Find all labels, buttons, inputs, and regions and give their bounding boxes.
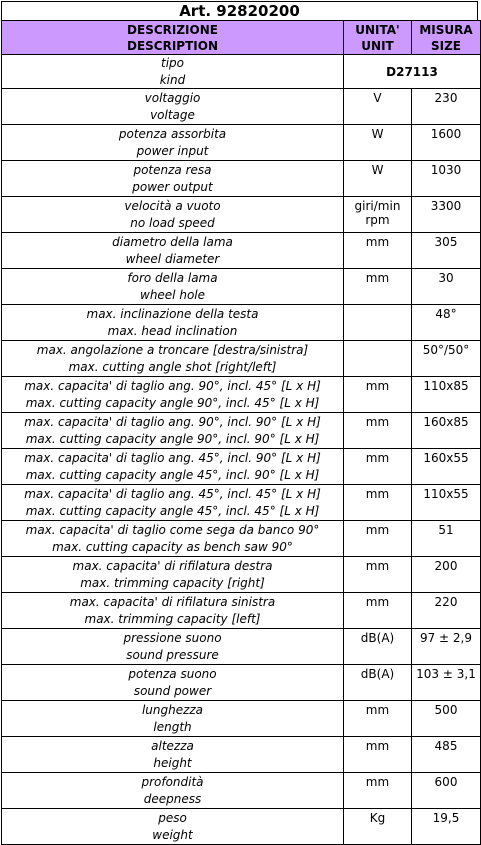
spec-label-it: voltaggio	[144, 91, 201, 105]
spec-label-en: power input	[136, 143, 209, 158]
spec-description	[2, 701, 344, 737]
spec-unit: W	[371, 163, 384, 177]
spec-unit: mm	[365, 523, 390, 537]
spec-label-it: pressione suono	[123, 631, 222, 645]
spec-value: 110x85	[412, 377, 481, 413]
kind-label-it: tipo	[161, 56, 184, 70]
spec-value: 160x55	[412, 449, 481, 485]
spec-label-en: max. trimming capacity [left]	[84, 611, 261, 626]
spec-row	[2, 305, 481, 341]
spec-table	[1, 20, 481, 845]
spec-label-en: length	[153, 719, 192, 734]
kind-description	[2, 55, 344, 89]
spec-row	[2, 125, 481, 161]
kind-row	[2, 55, 481, 89]
spec-unit-secondary: rpm	[365, 213, 390, 227]
spec-value: 160x85	[412, 413, 481, 449]
spec-unit-cell	[344, 773, 412, 809]
spec-description	[2, 737, 344, 773]
spec-unit: mm	[365, 415, 390, 429]
spec-unit: mm	[365, 775, 390, 789]
spec-value: 48°	[412, 305, 481, 341]
spec-label-it: profondità	[141, 775, 204, 789]
spec-label-en: max. cutting capacity angle 90°, incl. 45° [L x H]	[25, 395, 320, 410]
spec-unit: mm	[365, 235, 390, 249]
spec-unit-cell	[344, 197, 412, 233]
spec-unit: Kg	[369, 811, 386, 825]
spec-unit-cell	[344, 125, 412, 161]
spec-unit: dB(A)	[360, 631, 395, 645]
spec-description	[2, 629, 344, 665]
spec-description	[2, 89, 344, 125]
spec-value: 220	[412, 593, 481, 629]
spec-unit: mm	[365, 487, 390, 501]
spec-label-en: sound power	[133, 683, 212, 698]
spec-label-it: max. capacita' di taglio ang. 90°, incl. 90° [L x H]	[24, 415, 321, 429]
spec-unit: mm	[365, 703, 390, 717]
spec-label-it: max. capacita' di rifilatura destra	[72, 559, 273, 573]
kind-value: D27113	[344, 55, 481, 89]
spec-label-en: voltage	[150, 107, 195, 122]
spec-value: 200	[412, 557, 481, 593]
spec-description	[2, 773, 344, 809]
spec-unit-cell	[344, 629, 412, 665]
spec-row	[2, 377, 481, 413]
spec-row	[2, 449, 481, 485]
spec-description	[2, 593, 344, 629]
spec-description	[2, 269, 344, 305]
spec-unit-cell	[344, 665, 412, 701]
spec-row	[2, 809, 481, 845]
spec-unit-cell	[344, 161, 412, 197]
spec-unit-cell	[344, 269, 412, 305]
spec-unit: mm	[365, 559, 390, 573]
spec-unit: W	[371, 127, 384, 141]
spec-description	[2, 449, 344, 485]
spec-unit-cell	[344, 305, 412, 341]
spec-description	[2, 233, 344, 269]
spec-row	[2, 665, 481, 701]
spec-unit-cell	[344, 521, 412, 557]
spec-row	[2, 269, 481, 305]
spec-label-en: max. cutting capacity angle 45°, incl. 45° [L x H]	[25, 503, 320, 518]
spec-unit-cell	[344, 809, 412, 845]
spec-description	[2, 521, 344, 557]
spec-value: 1600	[412, 125, 481, 161]
spec-unit: mm	[365, 379, 390, 393]
kind-label-en: kind	[159, 72, 186, 87]
spec-label-en: max. head inclination	[107, 323, 238, 338]
header-size-en: SIZE	[430, 38, 461, 53]
spec-unit: mm	[365, 739, 390, 753]
spec-unit: giri/min	[354, 199, 401, 213]
spec-description	[2, 809, 344, 845]
header-size	[412, 21, 481, 55]
spec-unit-cell	[344, 485, 412, 521]
spec-label-it: potenza resa	[133, 163, 212, 177]
spec-unit-cell	[344, 89, 412, 125]
spec-row	[2, 485, 481, 521]
spec-unit-cell	[344, 449, 412, 485]
spec-label-it: max. inclinazione della testa	[86, 307, 259, 321]
spec-value: 600	[412, 773, 481, 809]
spec-value: 19,5	[412, 809, 481, 845]
spec-label-it: lunghezza	[141, 703, 204, 717]
header-description	[2, 21, 344, 55]
spec-row	[2, 341, 481, 377]
spec-label-en: max. trimming capacity [right]	[80, 575, 265, 590]
spec-description	[2, 161, 344, 197]
spec-unit: mm	[365, 451, 390, 465]
spec-label-it: velocità a vuoto	[124, 199, 221, 213]
spec-row	[2, 737, 481, 773]
spec-value: 30	[412, 269, 481, 305]
spec-label-en: height	[153, 755, 192, 770]
spec-unit-cell	[344, 737, 412, 773]
article-title: Art. 92820200	[1, 1, 478, 20]
spec-value: 485	[412, 737, 481, 773]
header-description-it: DESCRIZIONE	[127, 22, 218, 37]
spec-unit-cell	[344, 593, 412, 629]
spec-value: 50°/50°	[412, 341, 481, 377]
header-size-it: MISURA	[419, 22, 473, 37]
spec-value: 110x55	[412, 485, 481, 521]
spec-label-en: sound pressure	[126, 647, 219, 662]
spec-unit-cell	[344, 377, 412, 413]
spec-unit-cell	[344, 701, 412, 737]
spec-label-it: max. angolazione a troncare [destra/sinistra]	[36, 343, 309, 357]
spec-row	[2, 701, 481, 737]
spec-label-en: deepness	[143, 791, 202, 806]
spec-value: 305	[412, 233, 481, 269]
spec-description	[2, 197, 344, 233]
spec-row	[2, 593, 481, 629]
spec-label-en: wheel hole	[140, 287, 205, 302]
header-description-en: DESCRIPTION	[126, 38, 218, 53]
spec-value: 500	[412, 701, 481, 737]
spec-description	[2, 341, 344, 377]
spec-unit-cell	[344, 233, 412, 269]
spec-description	[2, 413, 344, 449]
spec-label-en: power output	[132, 179, 213, 194]
spec-value: 230	[412, 89, 481, 125]
spec-label-en: max. cutting capacity angle 45°, incl. 90° [L x H]	[25, 467, 320, 482]
spec-description	[2, 305, 344, 341]
spec-row	[2, 161, 481, 197]
spec-row	[2, 197, 481, 233]
spec-label-it: altezza	[151, 739, 194, 753]
spec-unit: dB(A)	[360, 667, 395, 681]
spec-value: 1030	[412, 161, 481, 197]
spec-label-en: no load speed	[130, 215, 215, 230]
header-unit	[344, 21, 412, 55]
spec-row	[2, 89, 481, 125]
spec-value: 3300	[412, 197, 481, 233]
spec-label-it: max. capacita' di taglio ang. 90°, incl. 45° [L x H]	[24, 379, 321, 393]
spec-label-it: diametro della lama	[112, 235, 233, 249]
spec-label-en: weight	[152, 827, 193, 842]
spec-label-it: peso	[158, 811, 187, 825]
spec-label-it: foro della lama	[127, 271, 218, 285]
header-unit-it: UNITA'	[355, 22, 400, 37]
spec-row	[2, 521, 481, 557]
spec-row	[2, 629, 481, 665]
spec-row	[2, 557, 481, 593]
spec-description	[2, 485, 344, 521]
spec-label-it: potenza assorbita	[118, 127, 227, 141]
spec-description	[2, 665, 344, 701]
spec-label-en: wheel diameter	[125, 251, 220, 266]
spec-label-en: max. cutting capacity angle 90°, incl. 90° [L x H]	[25, 431, 320, 446]
spec-unit: mm	[365, 271, 390, 285]
spec-description	[2, 377, 344, 413]
spec-label-it: max. capacita' di taglio ang. 45°, incl. 45° [L x H]	[24, 487, 321, 501]
spec-label-it: potenza suono	[128, 667, 217, 681]
spec-unit-cell	[344, 557, 412, 593]
spec-label-en: max. cutting angle shot [right/left]	[68, 359, 277, 374]
spec-description	[2, 557, 344, 593]
spec-row	[2, 773, 481, 809]
spec-label-en: max. cutting capacity as bench saw 90°	[52, 539, 293, 554]
spec-sheet	[1, 1, 478, 845]
spec-value: 103 ± 3,1	[412, 665, 481, 701]
spec-label-it: max. capacita' di taglio come sega da banco 90°	[25, 523, 320, 537]
spec-unit-cell	[344, 341, 412, 377]
header-row	[2, 21, 481, 55]
spec-value: 97 ± 2,9	[412, 629, 481, 665]
spec-label-it: max. capacita' di rifilatura sinistra	[69, 595, 276, 609]
header-unit-en: UNIT	[361, 38, 394, 53]
spec-description	[2, 125, 344, 161]
spec-value: 51	[412, 521, 481, 557]
spec-row	[2, 413, 481, 449]
spec-label-it: max. capacita' di taglio ang. 45°, incl. 90° [L x H]	[24, 451, 321, 465]
spec-unit: mm	[365, 595, 390, 609]
spec-row	[2, 233, 481, 269]
spec-unit-cell	[344, 413, 412, 449]
spec-unit: V	[373, 91, 382, 105]
